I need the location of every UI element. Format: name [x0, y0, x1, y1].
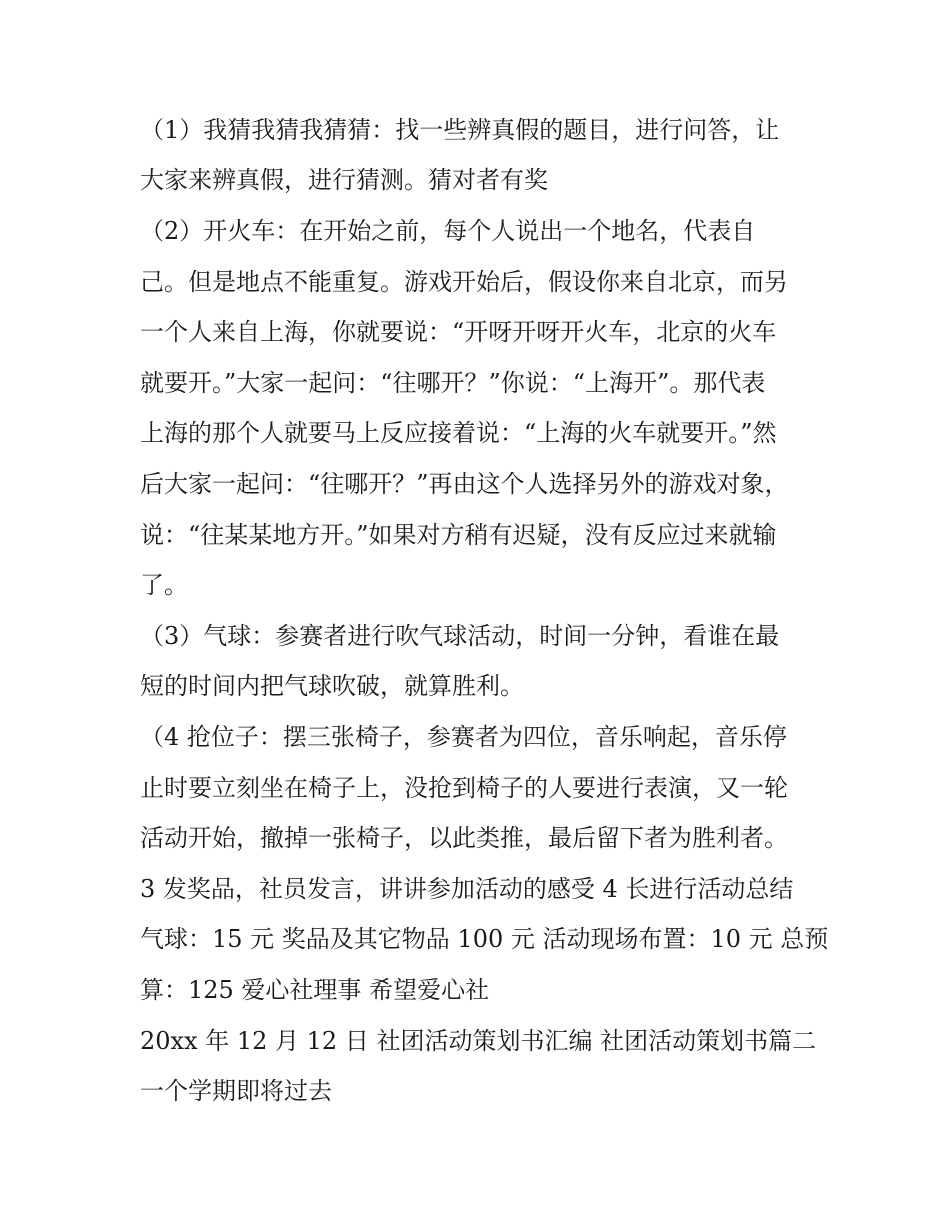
text-line: （3）气球：参赛者进行吹气球活动，时间一分钟，看谁在最: [140, 622, 780, 650]
text-line: （4 抢位子：摆三张椅子，参赛者为四位，音乐响起，音乐停: [140, 723, 787, 751]
text-line: 大家来辨真假，进行猜测。猜对者有奖: [140, 166, 548, 194]
text-line: 后大家一起问：“往哪开？”再由这个人选择另外的游戏对象，: [140, 470, 789, 498]
text-line: 短的时间内把气球吹破，就算胜利。: [140, 672, 524, 700]
text-line: （1）我猜我猜我猜猜：找一些辨真假的题目，进行问答，让: [140, 116, 780, 144]
text-line: 3 发奖品，社员发言，讲讲参加活动的感受 4 长进行活动总结: [140, 875, 794, 903]
text-line: 了。: [140, 571, 188, 599]
text-line: 气球：15 元 奖品及其它物品 100 元 活动现场布置：10 元 总预: [140, 925, 829, 953]
text-line: 己。但是地点不能重复。游戏开始后，假设你来自北京，而另: [140, 268, 788, 296]
text-line: 一个学期即将过去: [140, 1077, 332, 1105]
text-line: 活动开始，撤掉一张椅子，以此类推，最后留下者为胜利者。: [140, 824, 788, 852]
text-line: 算：125 爱心社理事 希望爱心社: [140, 976, 490, 1004]
text-line: （2）开火车：在开始之前，每个人说出一个地名，代表自: [140, 217, 756, 245]
text-line: 就要开。”大家一起问：“往哪开？”你说：“上海开”。那代表: [140, 369, 766, 397]
text-line: 上海的那个人就要马上反应接着说：“上海的火车就要开。”然: [140, 419, 777, 447]
text-line: 止时要立刻坐在椅子上，没抢到椅子的人要进行表演，又一轮: [140, 774, 788, 802]
text-line: 说：“往某某地方开。”如果对方稍有迟疑，没有反应过来就输: [140, 521, 777, 549]
text-line: 20xx 年 12 月 12 日 社团活动策划书汇编 社团活动策划书篇二: [140, 1027, 817, 1055]
text-line: 一个人来自上海，你就要说：“开呀开呀开火车，北京的火车: [140, 318, 777, 346]
